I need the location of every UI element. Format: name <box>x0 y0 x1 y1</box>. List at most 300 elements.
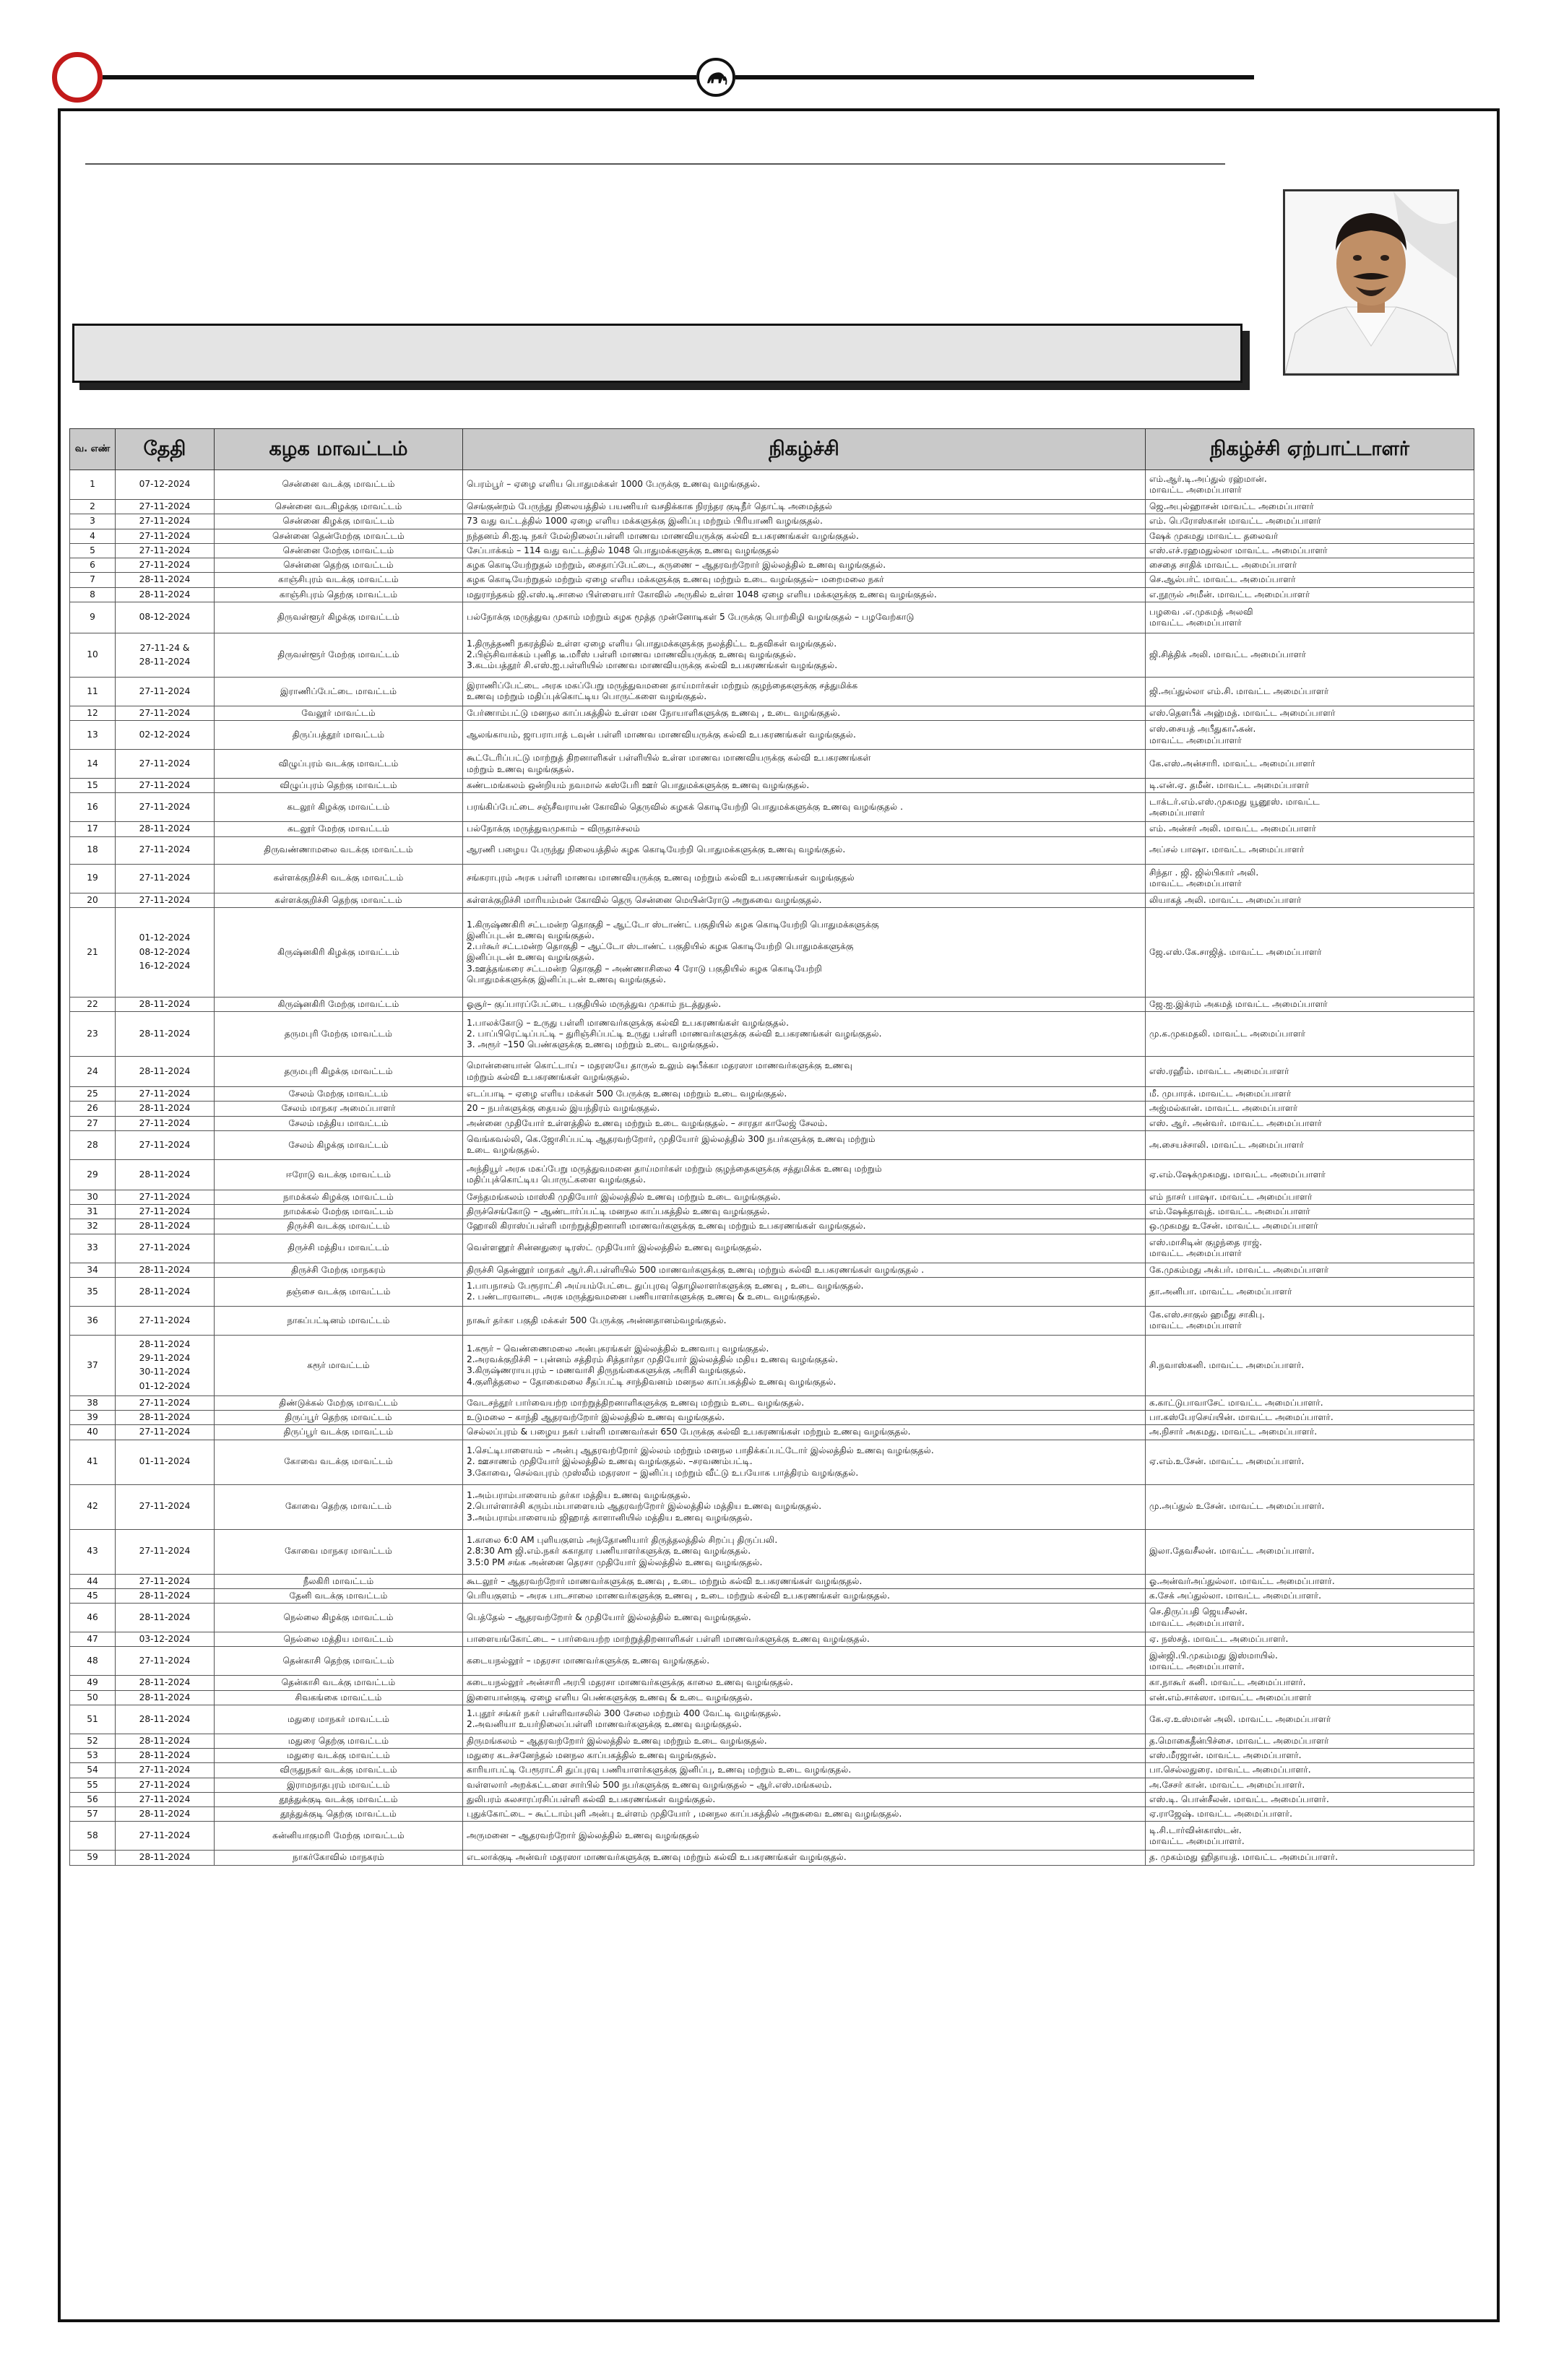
event-line: கூடலூர் – ஆதரவற்றோர் மாணவர்களுக்கு உணவு , உடை மற்றும் கல்வி உபகரணங்கள் வழங்குதல். <box>467 1575 863 1586</box>
cell-district: மதுரை தெற்கு மாவட்டம் <box>215 1734 463 1748</box>
cell-date <box>116 500 215 514</box>
cell-organizer <box>1146 1057 1474 1087</box>
event-line: மற்றும் உணவு வழங்குதல். <box>467 763 574 774</box>
cell-date <box>116 864 215 893</box>
cell-district: திருச்சி மேற்கு மாநகரம் <box>215 1263 463 1277</box>
date-stack <box>116 1793 214 1806</box>
cell-serial-number: 55 <box>70 1778 116 1792</box>
organizer-line: எம்.ஷேக்தாவுத். மாவட்ட அமைப்பாளர் <box>1149 1206 1310 1216</box>
date-line: 29-11-2024 <box>139 1353 191 1363</box>
event-line: 2.அவனியா உயர்நிலைப்பள்ளி மாணவர்களுக்கு உணவு வழங்குதல். <box>467 1719 742 1730</box>
date-line: 28-11-2024 <box>139 574 191 585</box>
organizer-line: எஸ்.சையத் அபீதுகாஃகன். <box>1149 724 1256 735</box>
cell-event <box>463 750 1146 779</box>
table-row <box>70 1822 1474 1851</box>
date-line: 27-11-2024 <box>139 1117 191 1128</box>
cell-serial-number: 45 <box>70 1588 116 1603</box>
date-stack <box>116 514 214 528</box>
cell-date <box>116 1484 215 1529</box>
table-row <box>70 1219 1474 1234</box>
cell-organizer <box>1146 1588 1474 1603</box>
date-line: 28-11-2024 <box>139 1169 191 1180</box>
organizer-line: அஜ்மல்கான். மாவட்ட அமைப்பாளர் <box>1149 1103 1298 1114</box>
event-line: சேப்பாக்கம் – 114 வது வட்டத்தில் 1048 பொதுமக்களுக்கு உணவு வழங்குதல் <box>467 545 779 555</box>
cell-district: காஞ்சிபுரம் வடக்கு மாவட்டம் <box>215 573 463 587</box>
date-line: 27-11-2024 <box>139 894 191 905</box>
organizer-line: ஏ.ராஜேஷ். மாவட்ட அமைப்பாளர். <box>1149 1809 1292 1819</box>
organizer-line: செ.ஆல்பர்ட் மாவட்ட அமைப்பாளர் <box>1149 574 1296 585</box>
table-row <box>70 1705 1474 1734</box>
date-stack <box>116 779 214 792</box>
cell-district: சென்னை தெற்கு மாவட்டம் <box>215 558 463 573</box>
table-row <box>70 1190 1474 1204</box>
cell-organizer <box>1146 1632 1474 1647</box>
date-line: 28-11-2024 <box>139 1065 191 1076</box>
event-line: 3.5:0 PM சங்க அன்னை தெரசா முதியோர் இல்லத்தில் உணவு வழங்குதல். <box>467 1557 763 1567</box>
cell-serial-number: 35 <box>70 1277 116 1306</box>
cell-organizer <box>1146 1676 1474 1690</box>
cell-district: விழுப்புரம் வடக்கு மாவட்டம் <box>215 750 463 779</box>
event-line: துலிபரம் கலசாரப்ரசிப்பள்ளி கல்வி உபகரணங்கள் வழங்குதல். <box>467 1793 716 1804</box>
organizer-line: அ.சேசர் கான். மாவட்ட அமைப்பாளர். <box>1149 1779 1305 1790</box>
organizer-line: மு.க.முகமதலி. மாவட்ட அமைப்பாளர் <box>1149 1028 1306 1039</box>
organizer-line: பழவை .எ.முகமத் அலவி <box>1149 606 1253 617</box>
date-line: 28-11-2024 <box>139 823 191 834</box>
date-stack <box>116 1338 214 1393</box>
event-line: 4.குளித்தலை – தோகைமலை சீதப்பட்டி சாந்திவனம் மனநல காப்பகத்தில் உணவு வழங்குதல். <box>467 1376 837 1387</box>
cell-district: நாகப்பட்டினம் மாவட்டம் <box>215 1306 463 1335</box>
cell-serial-number: 50 <box>70 1690 116 1705</box>
cell-serial-number: 8 <box>70 587 116 602</box>
cell-organizer <box>1146 1116 1474 1130</box>
organizer-line: ஏ. நஸ்சத். மாவட்ட அமைப்பாளர். <box>1149 1634 1289 1644</box>
cell-date <box>116 587 215 602</box>
event-line: ஹோலி கிராஸ்ப்பள்ளி மாற்றுத்திறனாளி மாணவர்களுக்கு உணவு மற்றும் உபகரணங்கள் வழங்குதல். <box>467 1221 866 1232</box>
table-row <box>70 1130 1474 1159</box>
cell-date <box>116 602 215 633</box>
date-stack <box>116 1065 214 1078</box>
cell-serial-number: 11 <box>70 677 116 706</box>
table-row <box>70 822 1474 836</box>
date-line: 28-11-2024 <box>139 656 191 667</box>
cell-event <box>463 1705 1146 1734</box>
organizer-line: மாவட்ட அமைப்பாளர். <box>1149 1617 1245 1628</box>
table-row <box>70 1395 1474 1410</box>
event-line: வேடசந்தூர் பார்வையற்ற மாற்றுத்திறனாளிகளுக்கு உணவு மற்றும் உடை வழங்குதல். <box>467 1397 805 1408</box>
cell-district: சென்னை வடகிழக்கு மாவட்டம் <box>215 500 463 514</box>
cell-date <box>116 558 215 573</box>
cell-organizer <box>1146 558 1474 573</box>
cell-organizer <box>1146 1205 1474 1219</box>
cell-district: தென்காசி தெற்கு மாவட்டம் <box>215 1647 463 1676</box>
cell-event <box>463 1690 1146 1705</box>
cell-event <box>463 1159 1146 1190</box>
date-line: 27-11-2024 <box>139 873 191 883</box>
table-row <box>70 1411 1474 1425</box>
table-row <box>70 1057 1474 1087</box>
cell-event <box>463 1263 1146 1277</box>
event-line: செங்குன்றம் பேருந்து நிலையத்தில் பயணியர் வசதிக்காக நிரந்தர குடிநீர் தொட்டி அமைத்தல் <box>467 501 832 511</box>
cell-event <box>463 721 1146 750</box>
cell-date <box>116 1057 215 1087</box>
date-stack <box>116 757 214 771</box>
date-line: 01-12-2024 <box>139 1380 191 1391</box>
organizer-line: ஜெ.அபுல்ஹாசன் மாவட்ட அமைப்பாளர் <box>1149 501 1314 511</box>
cell-serial-number: 6 <box>70 558 116 573</box>
table-row <box>70 514 1474 529</box>
date-line: 27-11-2024 <box>139 545 191 555</box>
organizer-line: டாக்டர்.எம்.எஸ்.முகமது யூனூஸ். மாவட்ட <box>1149 796 1321 807</box>
event-line: உணவு மற்றும் மதிப்புக்கொட்டிய பொருட்களை வழங்குதல். <box>467 691 707 702</box>
date-stack <box>116 1263 214 1277</box>
event-line: 3. அரூர் –150 பெண்களுக்கு உணவு மற்றும் உடை வழங்குதல். <box>467 1039 719 1050</box>
date-stack <box>116 1500 214 1513</box>
event-line: இராணிப்பேட்டை அரசு மகப்பேறு மருத்துவமனை தாய்மார்கள் மற்றும் குழந்தைகளுக்கு சத்துமிக்க <box>467 680 858 691</box>
cell-organizer <box>1146 1335 1474 1395</box>
cell-date <box>116 793 215 822</box>
cell-date <box>116 1263 215 1277</box>
event-line: பாளையங்கோட்டை – பார்வையற்ற மாற்றுத்திறனாளிகள் பள்ளி மாணவர்களுக்கு உணவு வழங்குதல். <box>467 1634 870 1644</box>
date-line: 27-11-2024 <box>139 1242 191 1253</box>
date-line: 30-11-2024 <box>139 1367 191 1377</box>
date-stack <box>116 1205 214 1219</box>
table-row <box>70 1588 1474 1603</box>
date-line: 28-11-2024 <box>139 1412 191 1422</box>
date-line: 08-12-2024 <box>139 946 191 957</box>
table-row <box>70 1234 1474 1263</box>
event-line: எடலாக்குடி அன்வர் மதரஸா மாணவர்களுக்கு உணவு மற்றும் கல்வி உபகரணங்கள் வழங்குதல். <box>467 1852 847 1863</box>
event-line: வெங்கவல்லி, கெ.ஜோசிப்பட்டி ஆதரவற்றோர், முதியோர் இல்லத்தில் 300 நபர்களுக்கு உணவு மற்றும் <box>467 1134 876 1144</box>
cell-serial-number: 1 <box>70 470 116 500</box>
cell-district: நீலகிரி மாவட்டம் <box>215 1574 463 1588</box>
event-line: 20 – நபர்களுக்கு தையல் இயந்திரம் வழங்குதல். <box>467 1103 660 1114</box>
cell-date <box>116 514 215 529</box>
event-line: புதுக்கோட்டை – கூட்டாம்புளி அன்பு உள்ளம் முதியோர் , மனநல காப்பகத்தில் அறுசுவை உணவு வழங்குதல். <box>467 1809 902 1819</box>
date-line: 28-11-2024 <box>139 1735 191 1746</box>
table-row <box>70 1574 1474 1588</box>
cell-district: சென்னை தென்மேற்கு மாவட்டம் <box>215 529 463 543</box>
cell-district: ஈரோடு வடக்கு மாவட்டம் <box>215 1159 463 1190</box>
event-line: செல்லப்புரம் & பழைய நகர் பள்ளி மாணவர்கள் 650 பேருக்கு கல்வி உபகரணங்கள் மற்றும் உணவு வழங்குதல். <box>467 1427 911 1437</box>
cell-event <box>463 1130 1146 1159</box>
date-stack <box>116 1411 214 1424</box>
date-line: 27-11-2024 <box>139 685 191 696</box>
organizer-line: எஸ்.எச்.ரஹமதுல்லா மாவட்ட அமைப்பாளர் <box>1149 545 1328 555</box>
date-line: 28-11-2024 <box>139 1692 191 1702</box>
date-stack <box>116 1396 214 1410</box>
cell-district: காஞ்சிபுரம் தெற்கு மாவட்டம் <box>215 587 463 602</box>
cell-serial-number: 25 <box>70 1087 116 1102</box>
cell-serial-number: 3 <box>70 514 116 529</box>
date-stack <box>116 1807 214 1821</box>
cell-date <box>116 633 215 677</box>
cell-district: சென்னை வடக்கு மாவட்டம் <box>215 470 463 500</box>
date-stack <box>116 1654 214 1668</box>
cell-organizer <box>1146 893 1474 907</box>
cell-serial-number: 30 <box>70 1190 116 1204</box>
date-stack <box>116 1190 214 1204</box>
date-line: 27-11-2024 <box>139 1656 191 1666</box>
cell-serial-number: 51 <box>70 1705 116 1734</box>
organizer-line: தா.அனிபா. மாவட்ட அமைப்பாளர் <box>1149 1286 1292 1297</box>
masthead-emblem-icon <box>696 58 735 97</box>
cell-organizer <box>1146 633 1474 677</box>
cell-serial-number: 7 <box>70 573 116 587</box>
table-row <box>70 1440 1474 1484</box>
date-stack <box>116 1691 214 1705</box>
date-stack <box>116 477 214 491</box>
organizer-line: எஸ்.மாசிடின் குழந்தை ராஜ். <box>1149 1237 1263 1247</box>
cell-date <box>116 1102 215 1116</box>
cell-serial-number: 21 <box>70 907 116 997</box>
event-line: கடையநல்லூர் அன்சாரி அரபி மதரசா மாணவர்களுக்கு காலை உணவு வழங்குதல். <box>467 1677 793 1688</box>
cell-date <box>116 470 215 500</box>
cell-event <box>463 1588 1146 1603</box>
table-row <box>70 1087 1474 1102</box>
organizer-line: ஏ.எம்.உசேன். மாவட்ட அமைப்பாளர். <box>1149 1456 1305 1467</box>
date-stack <box>116 1611 214 1624</box>
date-line: 07-12-2024 <box>139 479 191 490</box>
table-row <box>70 1012 1474 1057</box>
cell-event <box>463 1851 1146 1865</box>
cell-date <box>116 721 215 750</box>
cell-event <box>463 1807 1146 1822</box>
cell-organizer <box>1146 470 1474 500</box>
cell-serial-number: 17 <box>70 822 116 836</box>
date-line: 27-11-2024 <box>139 1315 191 1325</box>
cell-serial-number: 37 <box>70 1335 116 1395</box>
table-row <box>70 500 1474 514</box>
event-line: 1.கரூர் – வெண்ணைமலை அன்புகரங்கள் இல்லத்தில் உணவாபு வழங்குதல். <box>467 1343 769 1354</box>
date-line: 27-11-2024 <box>139 1575 191 1586</box>
cell-date <box>116 1705 215 1734</box>
date-line: 27-11-2024 <box>139 1397 191 1408</box>
cell-date <box>116 750 215 779</box>
cell-organizer <box>1146 529 1474 543</box>
organizer-line: ஓ.அன்வர்அப்துல்லா. மாவட்ட அமைப்பாளர். <box>1149 1575 1335 1586</box>
date-line: 16-12-2024 <box>139 960 191 971</box>
organizer-line: மாவட்ட அமைப்பாளர் <box>1149 485 1242 495</box>
cell-serial-number: 28 <box>70 1130 116 1159</box>
table-row <box>70 1690 1474 1705</box>
cell-district: திருவள்ளூர் கிழக்கு மாவட்டம் <box>215 602 463 633</box>
cell-organizer <box>1146 1484 1474 1529</box>
date-stack <box>116 1734 214 1748</box>
organizer-line: த.மொகைதீன்பிச்சை. மாவட்ட அமைப்பாளர் <box>1149 1735 1329 1746</box>
cell-serial-number: 5 <box>70 543 116 558</box>
cell-organizer <box>1146 587 1474 602</box>
cell-event <box>463 893 1146 907</box>
date-stack <box>116 529 214 543</box>
event-line: எடப்பாடி – ஏழை எளிய மக்கள் 500 பேருக்கு உணவு மற்றும் உடை வழங்குதல். <box>467 1089 787 1099</box>
cell-serial-number: 20 <box>70 893 116 907</box>
event-line: 2.பிஞ்சிவாக்கம் புனித டீ.மரீஸ் பள்ளி மாணவ மாணவியருக்கு உணவு வழங்குதல். <box>467 649 797 660</box>
cell-organizer <box>1146 907 1474 997</box>
table-row <box>70 750 1474 779</box>
cell-organizer <box>1146 1778 1474 1792</box>
organizer-line: மாவட்ட அமைப்பாளர் <box>1149 1320 1242 1331</box>
organizer-line: எ.நூருல் அமீன். மாவட்ட அமைப்பாளர் <box>1149 589 1310 600</box>
date-stack <box>116 500 214 514</box>
cell-serial-number: 33 <box>70 1234 116 1263</box>
table-row <box>70 1632 1474 1647</box>
cell-district: சேலம் கிழக்கு மாவட்டம் <box>215 1130 463 1159</box>
table-row <box>70 893 1474 907</box>
event-line: வள்ளலார் அறக்கட்டளை சார்பில் 500 நபர்களுக்கு உணவு வழங்குதல் – ஆர்.எஸ்.மங்கலம். <box>467 1779 832 1790</box>
date-line: 01-11-2024 <box>139 1456 191 1467</box>
cell-organizer <box>1146 1190 1474 1204</box>
cell-serial-number: 12 <box>70 706 116 720</box>
cell-organizer <box>1146 1012 1474 1057</box>
event-line: ஆலங்காயம், ஜாபராபாத் டவுன் பள்ளி மாணவ மாணவியருக்கு கல்வி உபகரணங்கள் வழங்குதல். <box>467 729 856 740</box>
date-line: 27-11-2024 <box>139 1139 191 1150</box>
organizer-line: டி.என்.ஏ. தமீன். மாவட்ட அமைப்பாளர் <box>1149 780 1310 790</box>
cell-organizer <box>1146 1851 1474 1865</box>
cell-serial-number: 10 <box>70 633 116 677</box>
cell-organizer <box>1146 677 1474 706</box>
cell-district: தேனி வடக்கு மாவட்டம் <box>215 1588 463 1603</box>
organizer-line: கா.நாகூர் கனி. மாவட்ட அமைப்பாளர். <box>1149 1677 1306 1688</box>
date-stack <box>116 588 214 602</box>
header-event: நிகழ்ச்சி <box>463 429 1146 470</box>
cell-district: திருப்பத்தூர் மாவட்டம் <box>215 721 463 750</box>
date-line: 28-11-2024 <box>139 589 191 600</box>
event-line: 3.கோவை, செல்வபுரம் முஸ்லீம் மதரஸா – இனிப்பு மற்றும் வீட்டு உபயோக பாத்திரம் வழங்குதல். <box>467 1467 859 1478</box>
date-stack <box>116 544 214 558</box>
date-line: 27-11-2024 <box>139 1793 191 1804</box>
cell-organizer <box>1146 1425 1474 1440</box>
cell-district: சேலம் மத்திய மாவட்டம் <box>215 1116 463 1130</box>
table-row <box>70 1604 1474 1632</box>
event-line: திருச்சி தென்னூர் மாநகர் ஆர்.சி.பள்ளியில் 500 மாணவர்களுக்கு உணவு மற்றும் கல்வி உபகரணங்கள் வழங்குதல் . <box>467 1264 925 1275</box>
cell-district: கோவை தெற்கு மாவட்டம் <box>215 1484 463 1529</box>
date-stack <box>116 1241 214 1255</box>
organizer-line: அமைப்பாளர் <box>1149 807 1205 818</box>
date-line: 27-11-2024 <box>139 758 191 769</box>
cell-organizer <box>1146 1604 1474 1632</box>
date-line: 28-11-2024 <box>139 1286 191 1297</box>
organizer-line: கே.ஏ.உஸ்மான் அலி. மாவட்ட அமைப்பாளர் <box>1149 1713 1331 1724</box>
cell-event <box>463 706 1146 720</box>
headline-rule <box>85 163 1225 165</box>
cell-date <box>116 1690 215 1705</box>
organizer-line: டி.சி.டார்வின்காஸ்டன். <box>1149 1825 1242 1835</box>
event-line: திருமங்கலம் – ஆதரவற்றோர் இல்லத்தில் உணவு மற்றும் உடை வழங்குதல். <box>467 1735 767 1746</box>
cell-event <box>463 1219 1146 1234</box>
table-row <box>70 1306 1474 1335</box>
event-line: மதிப்புக்கொட்டிய பொருட்களை வழங்குதல். <box>467 1174 647 1185</box>
cell-organizer <box>1146 543 1474 558</box>
cell-date <box>116 1219 215 1234</box>
date-stack <box>116 893 214 907</box>
cell-district: தருமபுரி கிழக்கு மாவட்டம் <box>215 1057 463 1087</box>
cell-date <box>116 822 215 836</box>
cell-date <box>116 573 215 587</box>
date-stack <box>116 706 214 720</box>
event-line: கழக கொடியேற்றுதல் மற்றும், சைதாப்பேட்டை, கருணை – ஆதரவற்றோர் இல்லத்தில் உணவு வழங்குதல். <box>467 560 886 570</box>
organizer-line: பா.செல்லதுரை. மாவட்ட அமைப்பாளர். <box>1149 1765 1311 1775</box>
header-date: தேதி <box>116 429 215 470</box>
cell-organizer <box>1146 836 1474 864</box>
cell-district: தூத்துக்குடி தெற்கு மாவட்டம் <box>215 1807 463 1822</box>
cell-serial-number: 43 <box>70 1529 116 1574</box>
date-stack <box>116 1102 214 1115</box>
date-line: 27-11-2024 <box>139 1206 191 1216</box>
cell-district: இராமநாதபுரம் மாவட்டம் <box>215 1778 463 1792</box>
cell-district: கிருஷ்னகிரி கிழக்கு மாவட்டம் <box>215 907 463 997</box>
date-line: 27-11-2024 <box>139 530 191 541</box>
event-line: பல்நோக்கு மருத்துவமுகாம் – விருதாச்சலம் <box>467 823 640 834</box>
cell-event <box>463 1440 1146 1484</box>
event-line: 1.புதூர் சங்கர் நகர் பள்ளிவாசலில் 300 சேலை மற்றும் 400 வேட்டி வழங்குதல். <box>467 1708 782 1718</box>
date-stack <box>116 1314 214 1328</box>
cell-organizer <box>1146 1749 1474 1763</box>
date-stack <box>116 1763 214 1777</box>
cell-district: சேலம் மாநகர அமைப்பாளர் <box>215 1102 463 1116</box>
cell-event <box>463 529 1146 543</box>
cell-date <box>116 1792 215 1806</box>
cell-organizer <box>1146 1822 1474 1851</box>
cell-serial-number: 47 <box>70 1632 116 1647</box>
cell-organizer <box>1146 602 1474 633</box>
cell-organizer <box>1146 573 1474 587</box>
cell-district: இராணிப்பேட்டை மாவட்டம் <box>215 677 463 706</box>
cell-serial-number: 53 <box>70 1749 116 1763</box>
table-row <box>70 633 1474 677</box>
date-line: 02-12-2024 <box>139 729 191 740</box>
organizer-line: எஸ்.ரஹீம். மாவட்ட அமைப்பாளர் <box>1149 1065 1289 1076</box>
cell-event <box>463 1306 1146 1335</box>
cell-date <box>116 1763 215 1778</box>
date-stack <box>116 1676 214 1689</box>
table-row <box>70 1159 1474 1190</box>
cell-serial-number: 39 <box>70 1411 116 1425</box>
cell-serial-number: 41 <box>70 1440 116 1484</box>
date-stack <box>116 641 214 670</box>
date-line: 27-11-2024 <box>139 844 191 855</box>
cell-serial-number: 2 <box>70 500 116 514</box>
cell-event <box>463 907 1146 997</box>
organizer-line: எம். பெரோஸ்கான் மாவட்ட அமைப்பாளர் <box>1149 516 1321 527</box>
cell-district: தூத்துக்குடி வடக்கு மாவட்டம் <box>215 1792 463 1806</box>
cell-district: திருப்பூர் தெற்கு மாவட்டம் <box>215 1411 463 1425</box>
subheading-banner <box>72 324 1242 383</box>
cell-event <box>463 1632 1146 1647</box>
header-rule-left <box>103 75 696 79</box>
header-serial-number: வ. எண் <box>70 429 116 470</box>
table-row <box>70 1529 1474 1574</box>
event-line: உடுமலை – காந்தி ஆதரவற்றோர் இல்லத்தில் உணவு வழங்குதல். <box>467 1412 725 1422</box>
date-stack <box>116 931 214 973</box>
date-line: 27-11-2024 <box>139 802 191 813</box>
table-row <box>70 1778 1474 1792</box>
date-line: 28-11-2024 <box>139 1809 191 1819</box>
cell-serial-number: 56 <box>70 1792 116 1806</box>
date-stack <box>116 1117 214 1130</box>
date-line: 27-11-2024 <box>139 1501 191 1512</box>
table-row <box>70 1425 1474 1440</box>
date-stack <box>116 1455 214 1468</box>
cell-district: திருவள்ளூர் மேற்கு மாவட்டம் <box>215 633 463 677</box>
date-stack <box>116 1168 214 1182</box>
date-stack <box>116 871 214 885</box>
cell-district: கள்ளக்குறிச்சி வடக்கு மாவட்டம் <box>215 864 463 893</box>
cell-event <box>463 1395 1146 1410</box>
cell-date <box>116 1130 215 1159</box>
cell-serial-number: 40 <box>70 1425 116 1440</box>
date-line: 27-11-2024 <box>139 1191 191 1202</box>
date-line: 01-12-2024 <box>139 932 191 943</box>
